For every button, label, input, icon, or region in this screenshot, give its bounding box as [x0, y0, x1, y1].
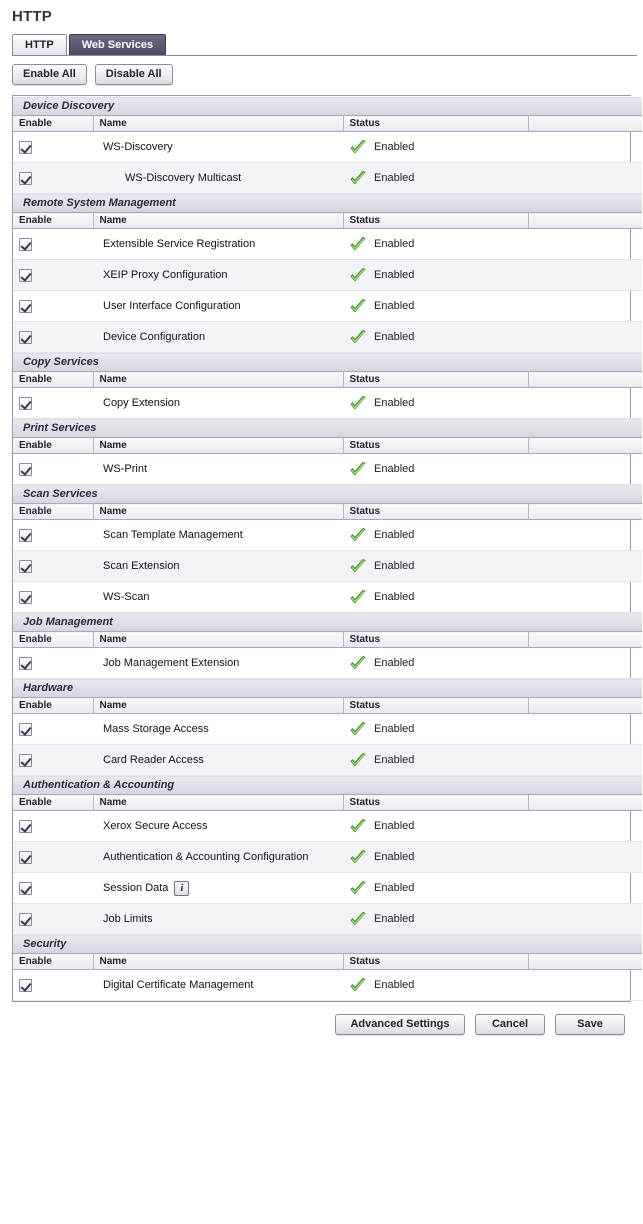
- enable-checkbox[interactable]: [19, 560, 32, 573]
- column-header-status: Status: [343, 438, 528, 454]
- column-header-row: [13, 438, 642, 454]
- group-header-row: [13, 485, 642, 504]
- status-cell: [343, 970, 528, 1001]
- column-header-row: [13, 372, 642, 388]
- group-header-row: [13, 679, 642, 698]
- enable-checkbox[interactable]: [19, 463, 32, 476]
- status-label: Enabled: [374, 882, 415, 894]
- service-name-label: Xerox Secure Access: [103, 820, 208, 832]
- column-header-status: Status: [343, 213, 528, 229]
- green-check-icon: [349, 396, 367, 411]
- column-header-row: [13, 698, 642, 714]
- table-row: [13, 745, 642, 776]
- group-header-row: [13, 613, 642, 632]
- column-header-extra: [528, 504, 642, 520]
- table-row: [13, 454, 642, 485]
- service-name-cell: [93, 132, 343, 163]
- table-row: [13, 811, 642, 842]
- status-cell: [343, 132, 528, 163]
- enable-checkbox[interactable]: [19, 269, 32, 282]
- enable-checkbox[interactable]: [19, 141, 32, 154]
- enable-checkbox[interactable]: [19, 397, 32, 410]
- enable-cell: [13, 260, 93, 291]
- group-title: Authentication & Accounting: [13, 776, 642, 795]
- status-cell: [343, 811, 528, 842]
- green-check-icon: [349, 978, 367, 993]
- status-cell: [343, 229, 528, 260]
- table-row: [13, 388, 642, 419]
- column-header-status: Status: [343, 632, 528, 648]
- column-header-name: Name: [93, 372, 343, 388]
- extra-cell: [528, 163, 642, 194]
- column-header-extra: [528, 213, 642, 229]
- column-header-extra: [528, 954, 642, 970]
- enable-checkbox[interactable]: [19, 723, 32, 736]
- column-header-row: [13, 632, 642, 648]
- extra-cell: [528, 582, 642, 613]
- column-header-name: Name: [93, 954, 343, 970]
- service-name-cell: [93, 388, 343, 419]
- group-title: Security: [13, 935, 642, 954]
- table-row: [13, 132, 642, 163]
- service-name-cell: [93, 163, 343, 194]
- green-check-icon: [349, 590, 367, 605]
- column-header-extra: [528, 632, 642, 648]
- green-check-icon: [349, 912, 367, 927]
- table-row: [13, 229, 642, 260]
- status-cell: [343, 454, 528, 485]
- status-label: Enabled: [374, 723, 415, 735]
- enable-cell: [13, 322, 93, 353]
- status-cell: [343, 714, 528, 745]
- tab-http[interactable]: HTTP: [12, 34, 67, 55]
- table-row: [13, 714, 642, 745]
- status-label: Enabled: [374, 238, 415, 250]
- column-header-enable: Enable: [13, 504, 93, 520]
- green-check-icon: [349, 656, 367, 671]
- service-name-label: Scan Extension: [103, 560, 180, 572]
- service-name-label: Copy Extension: [103, 397, 181, 409]
- service-name-cell: [93, 811, 343, 842]
- disable-all-button[interactable]: Disable All: [95, 64, 173, 85]
- service-name-cell: [93, 648, 343, 679]
- column-header-enable: Enable: [13, 116, 93, 132]
- status-cell: [343, 260, 528, 291]
- service-name-cell: [93, 842, 343, 873]
- extra-cell: [528, 648, 642, 679]
- service-name-label: Device Configuration: [103, 331, 206, 343]
- tab-web-services[interactable]: Web Services: [69, 34, 166, 55]
- enable-checkbox[interactable]: [19, 331, 32, 344]
- table-row: [13, 842, 642, 873]
- table-row: [13, 648, 642, 679]
- group-header-row: [13, 935, 642, 954]
- column-header-name: Name: [93, 795, 343, 811]
- extra-cell: [528, 132, 642, 163]
- enable-cell: [13, 132, 93, 163]
- extra-cell: [528, 873, 642, 904]
- table-row: [13, 551, 642, 582]
- service-name-cell: [93, 322, 343, 353]
- cancel-button[interactable]: Cancel: [475, 1014, 545, 1035]
- group-title: Remote System Management: [13, 194, 642, 213]
- column-header-extra: [528, 438, 642, 454]
- green-check-icon: [349, 753, 367, 768]
- column-header-row: [13, 213, 642, 229]
- group-header-row: [13, 419, 642, 438]
- extra-cell: [528, 714, 642, 745]
- enable-cell: [13, 714, 93, 745]
- column-header-row: [13, 504, 642, 520]
- extra-cell: [528, 970, 642, 1001]
- column-header-name: Name: [93, 116, 343, 132]
- column-header-status: Status: [343, 372, 528, 388]
- table-row: [13, 520, 642, 551]
- column-header-row: [13, 795, 642, 811]
- service-name-label: WS-Print: [103, 463, 147, 475]
- green-check-icon: [349, 237, 367, 252]
- column-header-enable: Enable: [13, 954, 93, 970]
- enable-cell: [13, 388, 93, 419]
- group-title: Print Services: [13, 419, 642, 438]
- green-check-icon: [349, 528, 367, 543]
- extra-cell: [528, 322, 642, 353]
- page-title: HTTP: [12, 8, 52, 25]
- column-header-name: Name: [93, 504, 343, 520]
- column-header-enable: Enable: [13, 632, 93, 648]
- column-header-name: Name: [93, 698, 343, 714]
- status-label: Enabled: [374, 560, 415, 572]
- enable-cell: [13, 520, 93, 551]
- column-header-enable: Enable: [13, 372, 93, 388]
- web-services-table: [13, 96, 642, 1001]
- green-check-icon: [349, 722, 367, 737]
- enable-cell: [13, 842, 93, 873]
- enable-cell: [13, 454, 93, 485]
- green-check-icon: [349, 268, 367, 283]
- footer-actions: [6, 1014, 625, 1035]
- service-name-label: Mass Storage Access: [103, 723, 209, 735]
- column-header-enable: Enable: [13, 438, 93, 454]
- column-header-name: Name: [93, 438, 343, 454]
- group-title: Job Management: [13, 613, 642, 632]
- status-label: Enabled: [374, 463, 415, 475]
- status-label: Enabled: [374, 657, 415, 669]
- green-check-icon: [349, 559, 367, 574]
- extra-cell: [528, 520, 642, 551]
- service-name-label: Job Management Extension: [103, 657, 240, 669]
- status-label: Enabled: [374, 979, 415, 991]
- group-header-row: [13, 776, 642, 795]
- group-title: Device Discovery: [13, 97, 642, 116]
- service-name-cell: [93, 745, 343, 776]
- green-check-icon: [349, 462, 367, 477]
- info-icon[interactable]: i: [174, 881, 189, 896]
- extra-cell: [528, 811, 642, 842]
- service-name-cell: [93, 454, 343, 485]
- service-name-label: Authentication & Accounting Configuration: [103, 851, 309, 863]
- advanced-settings-button[interactable]: Advanced Settings: [335, 1014, 465, 1035]
- service-name-cell: [93, 260, 343, 291]
- bulk-action-toolbar: [12, 64, 637, 85]
- column-header-name: Name: [93, 213, 343, 229]
- enable-checkbox[interactable]: [19, 820, 32, 833]
- status-label: Enabled: [374, 591, 415, 603]
- table-row: [13, 163, 642, 194]
- column-header-enable: Enable: [13, 698, 93, 714]
- extra-cell: [528, 388, 642, 419]
- column-header-extra: [528, 372, 642, 388]
- column-header-enable: Enable: [13, 795, 93, 811]
- status-label: Enabled: [374, 820, 415, 832]
- extra-cell: [528, 745, 642, 776]
- table-row: [13, 260, 642, 291]
- column-header-status: Status: [343, 504, 528, 520]
- table-row: [13, 582, 642, 613]
- enable-checkbox[interactable]: [19, 754, 32, 767]
- status-cell: [343, 842, 528, 873]
- status-cell: [343, 163, 528, 194]
- enable-checkbox[interactable]: [19, 300, 32, 313]
- green-check-icon: [349, 330, 367, 345]
- status-cell: [343, 520, 528, 551]
- column-header-name: Name: [93, 632, 343, 648]
- enable-cell: [13, 291, 93, 322]
- service-name-label: WS-Scan: [103, 591, 150, 603]
- enable-checkbox[interactable]: [19, 882, 32, 895]
- web-services-page: [0, 8, 643, 1035]
- enable-checkbox[interactable]: [19, 172, 32, 185]
- status-label: Enabled: [374, 331, 415, 343]
- service-name-label: Card Reader Access: [103, 754, 204, 766]
- service-name-cell: [93, 229, 343, 260]
- enable-checkbox[interactable]: [19, 529, 32, 542]
- status-label: Enabled: [374, 754, 415, 766]
- column-header-row: [13, 116, 642, 132]
- table-row: [13, 322, 642, 353]
- service-name-label: WS-Discovery: [103, 141, 173, 153]
- extra-cell: [528, 260, 642, 291]
- column-header-row: [13, 954, 642, 970]
- enable-cell: [13, 163, 93, 194]
- enable-checkbox[interactable]: [19, 851, 32, 864]
- status-label: Enabled: [374, 172, 415, 184]
- tab-strip: [12, 35, 637, 56]
- service-name-cell: [93, 520, 343, 551]
- enable-cell: [13, 970, 93, 1001]
- status-label: Enabled: [374, 300, 415, 312]
- enable-cell: [13, 582, 93, 613]
- group-header-row: [13, 194, 642, 213]
- table-row: [13, 904, 642, 935]
- table-row: [13, 873, 642, 904]
- enable-all-button[interactable]: Enable All: [12, 64, 87, 85]
- extra-cell: [528, 454, 642, 485]
- status-cell: [343, 291, 528, 322]
- enable-checkbox[interactable]: [19, 238, 32, 251]
- enable-checkbox[interactable]: [19, 657, 32, 670]
- enable-cell: [13, 873, 93, 904]
- web-services-table-wrap: [12, 95, 631, 1002]
- service-name-label: Extensible Service Registration: [103, 238, 256, 250]
- extra-cell: [528, 904, 642, 935]
- extra-cell: [528, 551, 642, 582]
- status-cell: [343, 904, 528, 935]
- group-title: Copy Services: [13, 353, 642, 372]
- column-header-enable: Enable: [13, 213, 93, 229]
- column-header-extra: [528, 116, 642, 132]
- extra-cell: [528, 229, 642, 260]
- column-header-status: Status: [343, 698, 528, 714]
- green-check-icon: [349, 819, 367, 834]
- service-name-cell: [93, 970, 343, 1001]
- enable-checkbox[interactable]: [19, 979, 32, 992]
- table-row: [13, 970, 642, 1001]
- green-check-icon: [349, 140, 367, 155]
- green-check-icon: [349, 171, 367, 186]
- status-label: Enabled: [374, 397, 415, 409]
- status-cell: [343, 648, 528, 679]
- table-row: [13, 291, 642, 322]
- extra-cell: [528, 291, 642, 322]
- group-header-row: [13, 97, 642, 116]
- status-cell: [343, 873, 528, 904]
- status-label: Enabled: [374, 529, 415, 541]
- service-name-cell: [93, 291, 343, 322]
- status-cell: [343, 551, 528, 582]
- status-cell: [343, 582, 528, 613]
- green-check-icon: [349, 299, 367, 314]
- group-header-row: [13, 353, 642, 372]
- column-header-extra: [528, 795, 642, 811]
- enable-checkbox[interactable]: [19, 591, 32, 604]
- column-header-status: Status: [343, 954, 528, 970]
- service-name-label: Digital Certificate Management: [103, 979, 254, 991]
- enable-cell: [13, 229, 93, 260]
- service-name-label: Session Data: [103, 882, 169, 894]
- service-name-cell: [93, 714, 343, 745]
- enable-cell: [13, 811, 93, 842]
- status-label: Enabled: [374, 141, 415, 153]
- status-cell: [343, 388, 528, 419]
- service-name-cell: [93, 551, 343, 582]
- enable-cell: [13, 551, 93, 582]
- enable-cell: [13, 648, 93, 679]
- service-name-label: Job Limits: [103, 913, 153, 925]
- status-cell: [343, 745, 528, 776]
- enable-cell: [13, 904, 93, 935]
- status-label: Enabled: [374, 269, 415, 281]
- status-label: Enabled: [374, 913, 415, 925]
- service-name-cell: [93, 873, 343, 904]
- service-name-label: WS-Discovery Multicast: [125, 172, 242, 184]
- column-header-status: Status: [343, 795, 528, 811]
- service-name-label: XEIP Proxy Configuration: [103, 269, 228, 281]
- status-label: Enabled: [374, 851, 415, 863]
- group-title: Hardware: [13, 679, 642, 698]
- group-title: Scan Services: [13, 485, 642, 504]
- service-name-label: User Interface Configuration: [103, 300, 241, 312]
- status-cell: [343, 322, 528, 353]
- green-check-icon: [349, 850, 367, 865]
- extra-cell: [528, 842, 642, 873]
- service-name-cell: [93, 582, 343, 613]
- service-name-label: Scan Template Management: [103, 529, 243, 541]
- service-name-cell: [93, 904, 343, 935]
- enable-cell: [13, 745, 93, 776]
- enable-checkbox[interactable]: [19, 913, 32, 926]
- column-header-extra: [528, 698, 642, 714]
- save-button[interactable]: Save: [555, 1014, 625, 1035]
- column-header-status: Status: [343, 116, 528, 132]
- green-check-icon: [349, 881, 367, 896]
